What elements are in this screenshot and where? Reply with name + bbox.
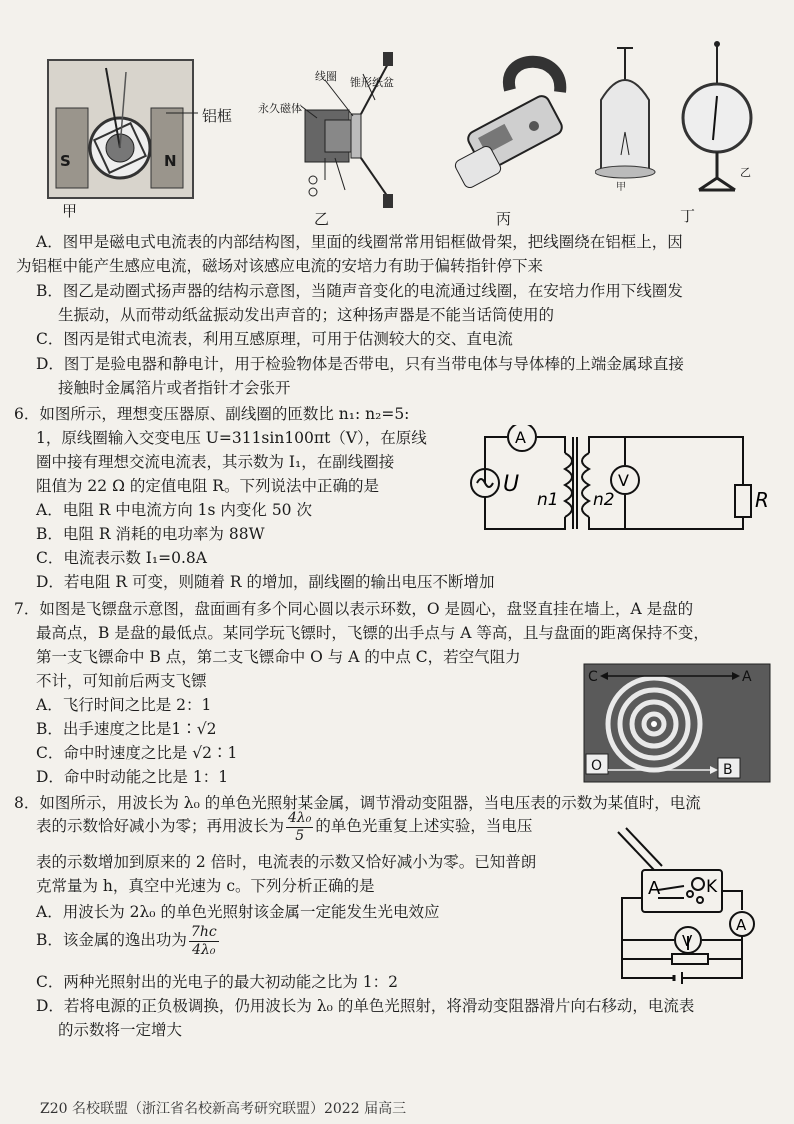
- q8-tube-a-label: A: [648, 878, 661, 899]
- figure-bing-caption: 丙: [496, 210, 512, 228]
- figure-ding-caption: 丁: [680, 207, 696, 225]
- q8-option-b-text: B．该金属的逸出功为: [36, 931, 187, 949]
- q7-board-a-label: A: [742, 669, 752, 685]
- q8-stem-line4: 克常量为 h，真空中光速为 c。下列分析正确的是: [36, 877, 375, 895]
- q5-option-d-line2: 接触时金属箔片或者指针才会张开: [58, 379, 291, 397]
- q8-stem-line2-start: 表的示数恰好减小为零；再用波长为: [36, 817, 285, 835]
- q7-stem-line3: 第一支飞镖命中 B 点，第二支飞镖命中 O 与 A 的中点 C，若空气阻力: [36, 648, 521, 666]
- figure-jia-s-label: S: [60, 152, 71, 170]
- q6-stem-line2: 1，原线圈输入交变电压 U=311sin100πt（V），在原线: [36, 429, 427, 447]
- figure-jia-n-label: N: [164, 152, 177, 170]
- q6-stem-line1: 6．如图所示，理想变压器原、副线圈的匝数比 n₁: n₂=5:: [14, 405, 410, 423]
- q7-dartboard: [582, 662, 772, 784]
- figure-ding-sub-jia: 甲: [616, 182, 626, 193]
- q5-option-c: C．图丙是钳式电流表，利用互感原理，可用于估测较大的交、直电流: [36, 330, 513, 348]
- q7-board-c-label: C: [588, 669, 598, 685]
- q5-option-b-line1: B．图乙是动圈式扬声器的结构示意图，当随声音变化的电流通过线圈，在安培力作用下线圈发: [36, 282, 683, 300]
- q5-option-b-line2: 生振动，从而带动纸盆振动发出声音的；这种扬声器是不能当话筒使用的: [58, 306, 555, 324]
- q5-figure-row: [40, 40, 780, 230]
- q8-option-d-line1: D．若将电源的正负极调换，仍用波长为 λ₀ 的单色光照射，将滑动变阻器滑片向右移动，电流表: [36, 997, 695, 1015]
- q6-circuit-n1-label: n1: [537, 490, 559, 510]
- q7-option-a: A．飞行时间之比是 2：1: [36, 696, 212, 714]
- q7-stem-line2: 最高点，B 是盘的最低点。某同学玩飞镖时，飞镖的出手点与 A 等高，且与盘面的距离保持不变，: [36, 624, 709, 642]
- q5-option-a-line2: 为铝框中能产生感应电流，磁场对该感应电流的安培力有助于偏转指针停下来: [16, 257, 544, 275]
- q8-stem-line2-end: 的单色光重复上述实验，当电压: [315, 817, 533, 835]
- q8-stem-line3: 表的示数增加到原来的 2 倍时，电流表的示数又恰好减小为零。已知普朗: [36, 853, 537, 871]
- q6-option-a: A．电阻 R 中电流方向 1s 内变化 50 次: [36, 501, 312, 519]
- q7-board-o-label: O: [591, 758, 603, 774]
- q8-wavelength-numerator: 4λ₀: [288, 809, 312, 826]
- figure-jia-frame-label: 铝框: [202, 107, 233, 125]
- figure-ding-sub-yi: 乙: [740, 166, 751, 179]
- q6-stem-line4: 阻值为 22 Ω 的定值电阻 R。下列说法中正确的是: [36, 477, 379, 495]
- page-footer: Z20 名校联盟（浙江省名校新高考研究联盟）2022 届高三: [40, 1101, 407, 1117]
- q5-option-a-line1: A．图甲是磁电式电流表的内部结构图，里面的线圈常常用铝框做骨架，把线圈绕在铝框上，因: [36, 233, 683, 251]
- q6-circuit-ammeter-label: A: [515, 428, 526, 447]
- figure-yi-magnet-label: 永久磁体: [258, 102, 302, 115]
- q8-stem-line2: [0, 808, 532, 845]
- q8-option-a: A．用波长为 2λ₀ 的单色光照射该金属一定能发生光电效应: [36, 903, 440, 921]
- figure-yi: [265, 40, 435, 215]
- q6-option-c: C．电流表示数 I₁=0.8A: [36, 549, 207, 567]
- figure-yi-cone-label: 锥形纸盆: [350, 76, 394, 89]
- q6-circuit-resistor-label: R: [755, 488, 769, 512]
- q8-option-b: [0, 920, 221, 960]
- q6-circuit-source-label: U: [503, 472, 520, 497]
- q7-stem-line1: 7．如图是飞镖盘示意图，盘面画有多个同心圆以表示环数，O 是圆心，盘竖直挂在墙上，A 是盘的: [14, 600, 694, 618]
- q8-tube-k-label: K: [706, 877, 718, 897]
- q6-circuit-voltmeter-label: V: [618, 471, 629, 490]
- q8-ammeter-label: A: [736, 916, 747, 934]
- q8-work-function-denominator: 4λ₀: [192, 941, 216, 958]
- q8-work-function-numerator: 7hc: [190, 923, 217, 940]
- q7-stem-line4: 不计，可知前后两支飞镖: [36, 672, 207, 690]
- figure-bing: [450, 52, 580, 202]
- q7-option-d: D．命中时动能之比是 1：1: [36, 768, 229, 786]
- q6-transformer-circuit: [455, 425, 775, 540]
- q8-wavelength-denominator: 5: [295, 827, 305, 844]
- figure-jia-caption: 甲: [62, 202, 78, 220]
- q6-option-d: D．若电阻 R 可变，则随着 R 的增加，副线圈的输出电压不断增加: [36, 573, 495, 591]
- q7-option-b: B．出手速度之比是1∶√2: [36, 720, 217, 738]
- q8-option-d-line2: 的示数将一定增大: [58, 1021, 183, 1039]
- q5-option-d-line1: D．图丁是验电器和静电计，用于检验物体是否带电，只有当带电体与导体棒的上端金属球直接: [36, 355, 684, 373]
- q8-work-function-fraction: [189, 924, 219, 959]
- q6-circuit-n2-label: n2: [593, 490, 615, 510]
- q8-stem-line1: 8．如图所示，用波长为 λ₀ 的单色光照射某金属，调节滑动变阻器，当电压表的示数为某值时，电流: [14, 794, 701, 812]
- q8-option-c: C．两种光照射出的光电子的最大初动能之比为 1：2: [36, 973, 399, 991]
- figure-yi-coil-label: 线圈: [315, 70, 337, 83]
- q6-stem-line3: 圈中接有理想交流电流表，其示数为 I₁，在副线圈接: [36, 453, 395, 471]
- q8-photoelectric-circuit: [612, 826, 772, 986]
- q8-voltmeter-label: V: [682, 932, 693, 950]
- figure-jia: [46, 58, 216, 203]
- q8-wavelength-fraction: [286, 810, 313, 845]
- figure-yi-caption: 乙: [314, 210, 330, 228]
- q6-option-b: B．电阻 R 消耗的电功率为 88W: [36, 525, 265, 543]
- q7-option-c: C．命中时速度之比是 √2∶1: [36, 744, 238, 762]
- q7-board-b-label: B: [723, 762, 733, 778]
